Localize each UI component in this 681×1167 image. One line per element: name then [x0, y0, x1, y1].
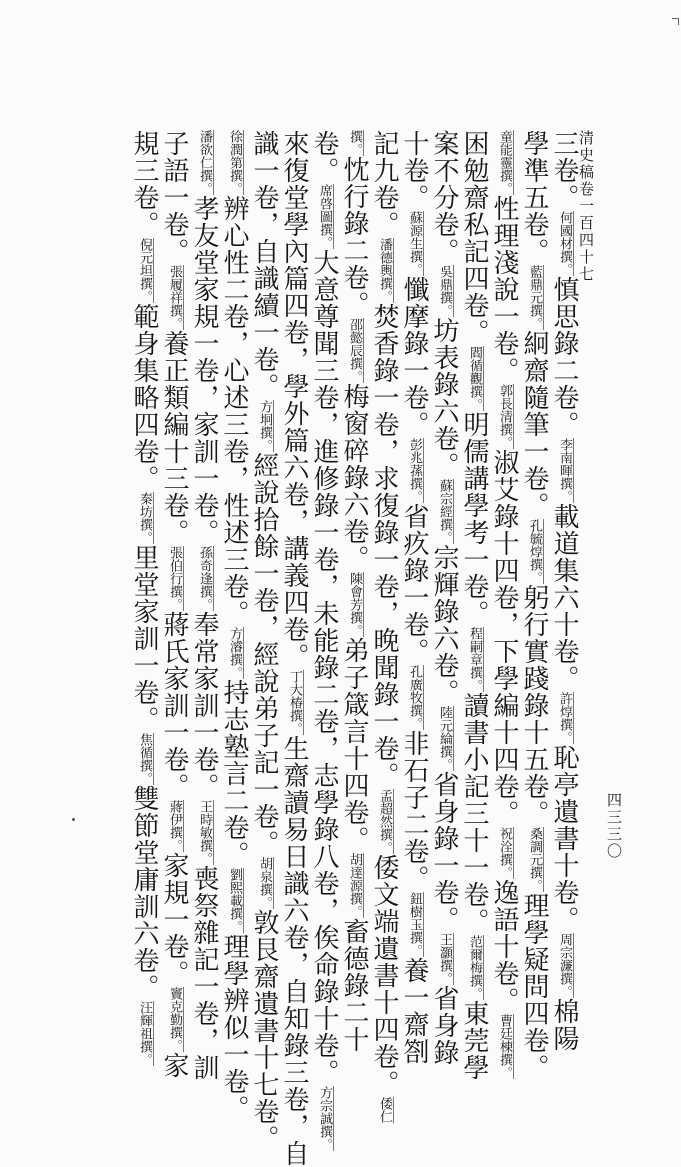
text-column [249, 130, 279, 1152]
author-note: 許焞撰。 [557, 692, 572, 744]
title-text: 蔣氏家訓一卷。 [159, 611, 189, 800]
author-note: 邵懿辰撰。 [347, 318, 362, 383]
text-column [339, 130, 369, 1053]
author-note: 孟超然撰。 [377, 789, 392, 854]
body-text [79, 130, 579, 1167]
title-text: 範身集略四卷。 [129, 303, 159, 492]
text-column [489, 130, 519, 1079]
title-text: 大意尊聞三卷，進修錄一卷，未能錄二卷，志學錄八卷，俟命錄十卷。 [309, 249, 339, 1086]
title-text: 案不分卷。 [429, 130, 459, 265]
author-note: 孔毓焞撰。 [527, 519, 542, 584]
title-text: 坊表錄六卷。 [429, 317, 459, 479]
author-note: 潘德輿撰。 [377, 238, 392, 303]
title-text: 困勉齋私記四卷。 [459, 130, 489, 346]
title-text: 焚香錄一卷，求復錄一卷，晚聞錄一卷。 [369, 303, 399, 789]
author-note: 倪元坦撰。 [137, 238, 152, 303]
running-header-title: 清史稿卷一百四十七 [577, 130, 595, 283]
title-text: 宗輝錄六卷。 [429, 544, 459, 706]
author-note: 胡泉撰。 [257, 857, 272, 909]
text-column [129, 130, 159, 1066]
title-text: 明儒講學考一卷。 [459, 411, 489, 627]
title-text: 養一齋劄 [399, 957, 429, 1065]
author-note: 丁大椿撰。 [287, 670, 302, 735]
text-column [279, 130, 309, 1167]
author-note: 王時敏撰。 [197, 800, 212, 865]
title-text: 弟子箴言十四卷。 [339, 637, 369, 853]
author-note: 劉熙載撰。 [227, 868, 242, 933]
author-note: 曹廷棟撰。 [497, 1014, 512, 1079]
title-text: 懺摩錄一卷。 [399, 276, 429, 438]
title-text: 理學辨似一卷。 [219, 933, 249, 1122]
author-note: 孫奇逢撰。 [197, 546, 212, 611]
author-note: 秦坊撰。 [137, 492, 152, 544]
author-note: 徐潤第撰。 [227, 130, 242, 195]
title-text: 性理淺說一卷。 [489, 195, 519, 384]
title-text: 卷。 [309, 130, 339, 184]
text-column [549, 130, 579, 1052]
author-note: 張伯行撰。 [167, 546, 182, 611]
title-text: 躬行實踐錄十五卷。 [519, 584, 549, 827]
title-text: 畜德錄二十 [339, 918, 369, 1053]
text-column [399, 130, 429, 1065]
title-text: 恥亭遺書十卷。 [549, 744, 579, 933]
text-column [369, 130, 399, 1123]
title-text: 雙節堂庸訓六卷。 [129, 785, 159, 1001]
author-note: 汪輝祖撰。 [137, 1001, 152, 1066]
title-text: 子語一卷。 [159, 130, 189, 265]
author-note: 蘇源生撰。 [407, 211, 422, 276]
author-note: 何國材撰。 [557, 211, 572, 276]
title-text: 東莞學 [459, 1000, 489, 1081]
author-note: 吳鼎撰。 [437, 265, 452, 317]
author-note: 范爾梅撰。 [467, 935, 482, 1000]
title-text: 家規一卷。 [159, 852, 189, 987]
text-column [519, 130, 549, 1081]
title-text: 敦艮齋遺書十七卷。 [249, 909, 279, 1152]
title-text: 非石子二卷。 [399, 730, 429, 892]
title-text: 規三卷。 [129, 130, 159, 238]
author-note: 胡達源撰。 [347, 853, 362, 918]
text-column [159, 130, 189, 1079]
author-note: 陸元綸撰。 [437, 706, 452, 771]
text-column [219, 130, 249, 1122]
author-note: 周宗濂撰。 [557, 933, 572, 998]
title-text: 識一卷，自識續一卷。 [249, 130, 279, 400]
author-note: 李南暉撰。 [557, 438, 572, 503]
title-text: 喪祭雜記一卷，訓 [189, 865, 219, 1081]
title-text: 梅窗碎錄六卷。 [339, 383, 369, 572]
author-note: 鈕樹玉撰。 [407, 892, 422, 957]
author-note: 陳會芳撰。 [347, 572, 362, 637]
author-note: 撰。 [347, 130, 362, 156]
author-note: 郭長清撰。 [497, 384, 512, 449]
title-text: 倭文端遺書十四卷。 [369, 854, 399, 1097]
title-text: 家 [159, 1052, 189, 1079]
title-text: 學準五卷。 [519, 130, 549, 265]
author-note: 方坰撰。 [257, 400, 272, 452]
title-text: 孝友堂家規一卷，家訓一卷。 [189, 195, 219, 546]
title-text: 里堂家訓一卷。 [129, 544, 159, 733]
author-note: 彭兆蓀撰。 [407, 438, 422, 503]
title-text: 載道集六十卷。 [549, 503, 579, 692]
title-text: 三卷。 [549, 130, 579, 211]
title-text: 慎思錄二卷。 [549, 276, 579, 438]
title-text: 讀書小記三十一卷。 [459, 692, 489, 935]
author-note: 張履祥撰。 [167, 265, 182, 330]
title-text: 忱行錄二卷。 [339, 156, 369, 318]
title-text: 理學疑問四卷。 [519, 892, 549, 1081]
title-text: 生齋讀易日識六卷，自知錄三卷，自 [279, 735, 309, 1167]
title-text: 經說拾餘一卷，經說弟子記一卷。 [249, 452, 279, 857]
title-text: 省身錄一卷。 [429, 771, 459, 933]
author-note: 童能靈撰。 [497, 130, 512, 195]
title-text: 養正類編十三卷。 [159, 330, 189, 546]
title-text: 淑艾錄十四卷，下學編十四卷。 [489, 449, 519, 827]
author-note: 潘欲仁撰。 [197, 130, 212, 195]
corner-mark [672, 18, 679, 25]
title-text: 辨心性二卷，心述三卷，性述三卷。 [219, 195, 249, 627]
author-note: 方宗誠撰。 [317, 1086, 332, 1151]
title-text: 絅齋隨筆一卷。 [519, 330, 549, 519]
title-text: 奉常家訓一卷。 [189, 611, 219, 800]
author-note: 桑調元撰。 [527, 827, 542, 892]
author-note: 王灝撰。 [437, 933, 452, 985]
title-text: 記九卷。 [369, 130, 399, 238]
text-column [459, 130, 489, 1081]
title-text: 來復堂學內篇四卷，學外篇六卷，講義四卷。 [279, 130, 309, 670]
title-text: 省疚錄一卷。 [399, 503, 429, 665]
author-note: 閻循觀撰。 [467, 346, 482, 411]
text-column [309, 130, 339, 1151]
author-note: 祝洤撰。 [497, 827, 512, 879]
author-note: 方濬撰。 [227, 627, 242, 679]
author-note: 倭仁 [377, 1097, 392, 1123]
title-text: 棉陽 [549, 998, 579, 1052]
author-note: 席啓圖撰。 [317, 184, 332, 249]
author-note: 蘇宗經撰。 [437, 479, 452, 544]
margin-dot [72, 818, 75, 821]
author-note: 蔣伊撰。 [167, 800, 182, 852]
author-note: 竇克勤撰。 [167, 987, 182, 1052]
author-note: 藍鼎元撰。 [527, 265, 542, 330]
title-text: 十卷。 [399, 130, 429, 211]
page-number: 四三三〇 [605, 792, 623, 860]
author-note: 程嗣章撰。 [467, 627, 482, 692]
title-text: 持志塾言二卷。 [219, 679, 249, 868]
title-text: 省身錄 [429, 985, 459, 1066]
title-text: 逸語十卷。 [489, 879, 519, 1014]
text-column [429, 130, 459, 1066]
author-note: 焦循撰。 [137, 733, 152, 785]
author-note: 孔廣牧撰。 [407, 665, 422, 730]
text-column [189, 130, 219, 1081]
